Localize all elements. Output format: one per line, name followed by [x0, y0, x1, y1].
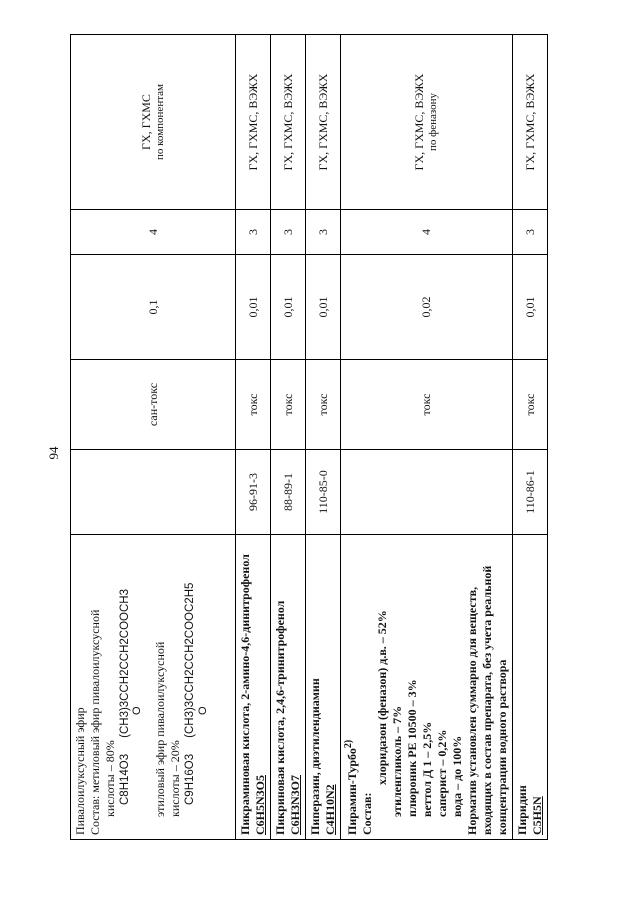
hazard-class: 4: [341, 210, 513, 255]
chemical-formula: C5H5N: [530, 796, 544, 835]
methods: ГХ, ГХМС, ВЭЖХ: [513, 35, 548, 210]
methods: ГХ, ГХМС, ВЭЖХ: [306, 35, 341, 210]
substance-name: Пикриновая кислота, 2,4,6-тринитрофенол: [273, 600, 287, 835]
chemical-formula: C9H16O3 (CH3)3CCH2CCH2COOC2H5: [184, 582, 197, 805]
table-row-piramin-turbo: [341, 35, 513, 840]
substance-name: Пирамин-Турбо$^{2)}$: [343, 739, 359, 835]
hazard-indicator: сан-токс: [71, 360, 236, 450]
hazard-class: 3: [306, 210, 341, 255]
methods: ГХ, ГХМС, ВЭЖХ: [236, 35, 271, 210]
substance-name-cell: [271, 535, 306, 840]
methods-note: по феназону: [427, 92, 440, 152]
substance-name-cell: [236, 535, 271, 840]
chemical-formula: C6H5N3O5: [253, 775, 267, 835]
hazard-indicator: токс: [341, 360, 513, 450]
methods-note: по компонентам: [153, 84, 166, 161]
substance-name: Пикраминовая кислота, 2-амино-4,6-динитрофенол: [238, 554, 252, 835]
composition-component: веттол Д 1 – 2,5%: [420, 721, 434, 817]
composition-percent: кислоты – 20%: [168, 740, 183, 817]
composition-component: этиловый эфир пивалоилуксусной: [153, 641, 168, 817]
substance-name: Пиперазин, диэтилендиамин: [308, 678, 322, 835]
value-cell: 0,01: [236, 255, 271, 360]
cas-number: [341, 450, 513, 535]
cas-number: 88-89-1: [271, 450, 306, 535]
methods-cell: [71, 35, 236, 210]
composition-component: саперист – 0,2%: [435, 729, 449, 817]
chemical-formula: C8H14O3 (CH3)3CCH2CCH2COOCH3: [119, 588, 131, 805]
cas-number: 96-91-3: [236, 450, 271, 535]
carbonyl-oxygen: O: [131, 706, 144, 715]
substances-table: [70, 34, 548, 840]
hazard-class: 3: [236, 210, 271, 255]
composition-label: Состав: метиловый эфир пивалоилуксусной: [88, 609, 102, 835]
value-cell: 0,01: [513, 255, 548, 360]
hazard-indicator: токс: [306, 360, 341, 450]
substance-name: Пиридин: [515, 785, 529, 835]
carbonyl-oxygen: O: [196, 706, 209, 715]
value-cell: 0,01: [306, 255, 341, 360]
hazard-indicator: токс: [236, 360, 271, 450]
composition-component: хлоридазон (феназон) д.в. – 52%: [375, 610, 389, 785]
composition-component: плюроник РЕ 10500 – 3%: [405, 679, 419, 817]
substance-name: Пивалоилуксусный эфир: [73, 707, 87, 835]
chemical-formula: C4H10N2: [323, 784, 337, 835]
hazard-indicator: токс: [271, 360, 306, 450]
substance-name-cell: [306, 535, 341, 840]
table-row-piperazine: [306, 35, 341, 840]
chemical-formula: C6H3N3O7: [288, 775, 302, 835]
substance-name-cell: [341, 535, 513, 840]
hazard-indicator: токс: [513, 360, 548, 450]
methods: ГХ, ГХМС, ВЭЖХ: [271, 35, 306, 210]
methods: ГХ, ГХМС: [138, 94, 153, 150]
footnote-ref: 2): [343, 739, 354, 749]
substance-name-cell: [513, 535, 548, 840]
hazard-class: 3: [513, 210, 548, 255]
methods-cell: [341, 35, 513, 210]
table-row-pivaloylacetic-ester: [71, 35, 236, 840]
hazard-class: 4: [71, 210, 236, 255]
page-number: 94: [46, 446, 61, 460]
rotated-table-container: [70, 35, 544, 840]
value-cell: 0,1: [71, 255, 236, 360]
value-cell: 0,02: [341, 255, 513, 360]
cas-number: 110-86-1: [513, 450, 548, 535]
table-row-picramic-acid: [236, 35, 271, 840]
substance-name-cell: [71, 535, 236, 840]
cas-number: 110-85-0: [306, 450, 341, 535]
hazard-class: 3: [271, 210, 306, 255]
composition-label: Состав:: [360, 792, 374, 835]
table-row-picric-acid: [271, 35, 306, 840]
composition-component: этиленгликоль – 7%: [390, 705, 404, 817]
methods: ГХ, ГХМС, ВЭЖХ: [412, 73, 427, 171]
composition-percent: кислоты – 80%: [103, 740, 117, 817]
cas-number: [71, 450, 236, 535]
table-row-pyridine: [513, 35, 548, 840]
composition-note: Норматив установлен суммарно для веществ, входящих в состав препарата, без учета реальной концентрации водного раствора: [465, 565, 509, 835]
value-cell: 0,01: [271, 255, 306, 360]
composition-component: вода – до 100%: [450, 735, 464, 817]
